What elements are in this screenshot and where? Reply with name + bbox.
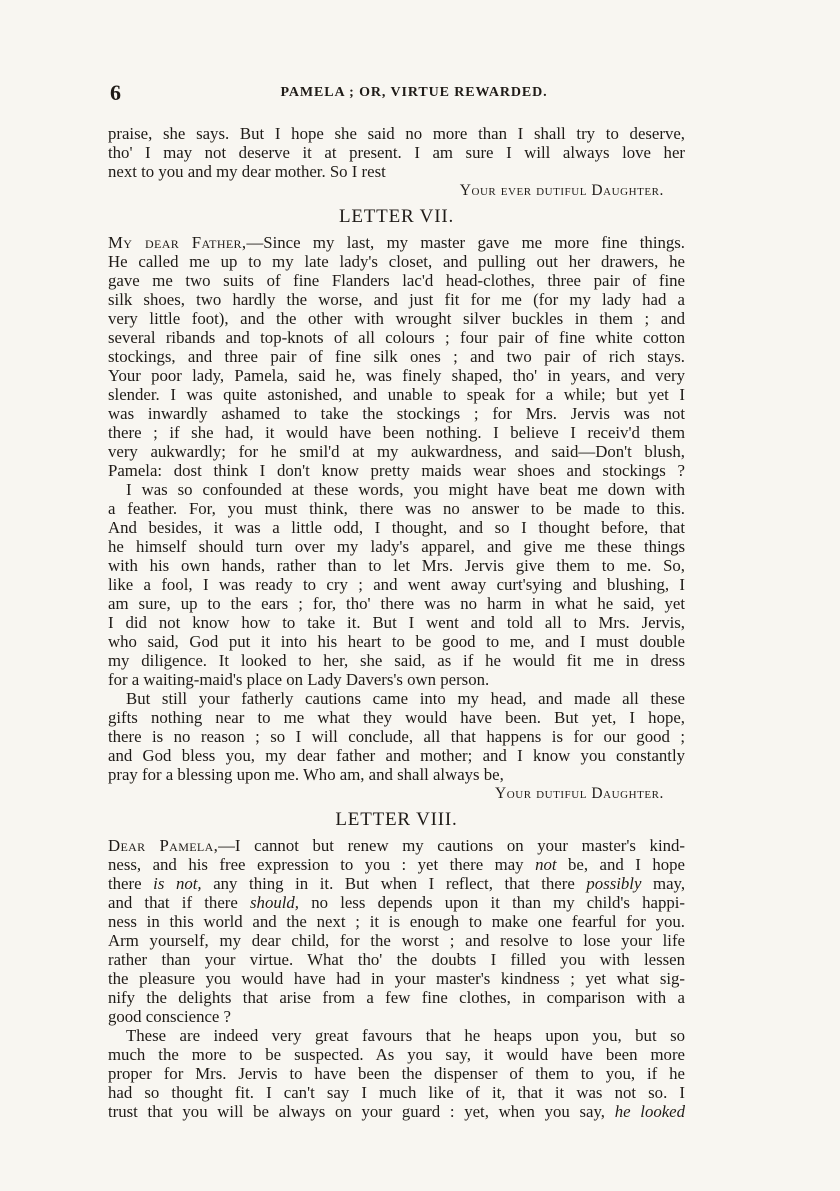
text-line	[108, 836, 685, 855]
text-line: praise, she says. But I hope she said no more than I shall try to deserve,	[108, 124, 685, 143]
italic-text: not	[535, 855, 557, 874]
text-line	[108, 893, 685, 912]
italic-text: he looked	[614, 1102, 685, 1121]
text-line: for a waiting-maid's place on Lady Davers's own person.	[108, 670, 490, 689]
text-line: Pamela: dost think I don't know pretty maids wear shoes and stockings ?	[108, 461, 685, 480]
text-line	[108, 1102, 685, 1121]
text-line: who said, God put it into his heart to be good to me, and I must double	[108, 632, 685, 651]
text-line: next to you and my dear mother. So I rest	[108, 162, 386, 181]
letter-viii	[108, 808, 685, 1121]
text-line: am sure, up to the ears ; for, tho' there was no harm in what he said, yet	[108, 594, 685, 613]
text-line: slender. I was quite astonished, and unable to speak for a while; but yet I	[108, 385, 685, 404]
text-line: tho' I may not deserve it at present. I am sure I will always love her	[108, 143, 685, 162]
text-run: no less depends upon it than my child's happi-	[311, 893, 685, 912]
text-line: a feather. For, you must think, there was no answer to be made to this.	[108, 499, 685, 518]
text-line: gifts nothing near to me what they would have been. But yet, I hope,	[108, 708, 685, 727]
text-line: very little foot), and the other with wrought silver buckles in them ; and	[108, 309, 685, 328]
text-run: any thing in it. But when I reflect, that there	[213, 874, 575, 893]
text-line: And besides, it was a little odd, I thought, and so I thought before, that	[108, 518, 685, 537]
letter-heading: LETTER VIII.	[335, 809, 458, 830]
text-run: and that if there	[108, 893, 238, 912]
text-run: trust that you will be always on your guard : yet, when you say,	[108, 1102, 606, 1121]
text-line: These are indeed very great favours that he heaps upon you, but so	[126, 1026, 685, 1045]
text-run: be, and I hope	[568, 855, 685, 874]
text-run: —Since my last, my master gave me more fine things.	[246, 233, 685, 252]
text-run: may,	[653, 874, 685, 893]
salutation: My dear Father,	[108, 233, 247, 252]
text-line: Arm yourself, my dear child, for the worst ; and resolve to lose your life	[108, 931, 685, 950]
text-line	[108, 233, 685, 252]
text-line	[108, 874, 685, 893]
italic-text: possibly	[586, 874, 642, 893]
text-line: was inwardly ashamed to take the stockings ; for Mrs. Jervis was not	[108, 404, 685, 423]
text-line	[108, 855, 685, 874]
text-line: ness in this world and the next ; it is enough to make one fearful for you.	[108, 912, 685, 931]
page-body	[108, 124, 685, 1121]
page-number: 6	[110, 80, 121, 105]
text-line: there is no reason ; so I will conclude, all that happens is for our good ;	[108, 727, 685, 746]
text-line: good conscience ?	[108, 1007, 232, 1026]
text-line: much the more to be suspected. As you say, it would have been more	[108, 1045, 685, 1064]
salutation: Dear Pamela,	[108, 836, 219, 855]
text-line: He called me up to my late lady's closet, and pulling out her drawers, he	[108, 252, 685, 271]
text-run: there	[108, 874, 142, 893]
signature: Your dutiful Daughter.	[495, 785, 664, 802]
letter-heading: LETTER VII.	[338, 206, 455, 227]
running-head	[110, 79, 683, 107]
text-run: —I cannot but renew my cautions on your master's kind-	[218, 836, 685, 855]
text-line: proper for Mrs. Jervis to have been the dispenser of them to you, if he	[108, 1064, 685, 1083]
text-line: my diligence. It looked to her, she said, as if he would fit me in dress	[108, 651, 685, 670]
text-line: had so thought fit. I can't say I much like of it, that it was not so. I	[108, 1083, 685, 1102]
text-line: several ribands and top-knots of all colours ; four pair of fine white cotton	[108, 328, 685, 347]
text-line: he himself should turn over my lady's apparel, and give me these things	[108, 537, 685, 556]
signature: Your ever dutiful Daughter.	[459, 182, 664, 199]
text-line: like a fool, I was ready to cry ; and went away curt'sying and blushing, I	[108, 575, 685, 594]
text-line: with his own hands, rather than to let Mrs. Jervis give them to me. So,	[108, 556, 685, 575]
running-title: PAMELA ; OR, VIRTUE REWARDED.	[280, 85, 548, 100]
text-line: very aukwardly; for he smil'd at my aukwardness, and said—Don't blush,	[108, 442, 685, 461]
italic-text: should,	[250, 893, 299, 912]
text-line: Your poor lady, Pamela, said he, was finely shaped, tho' in years, and very	[108, 366, 685, 385]
text-line: pray for a blessing upon me. Who am, and shall always be,	[108, 765, 504, 784]
text-line: I did not know how to take it. But I went and told all to Mrs. Jervis,	[108, 613, 685, 632]
text-line: and God bless you, my dear father and mother; and I know you constantly	[108, 746, 685, 765]
text-line: there ; if she had, it would have been nothing. I believe I receiv'd them	[108, 423, 685, 442]
text-run: ness, and his free expression to you : yet there may	[108, 855, 524, 874]
letter-vi-closing	[108, 124, 685, 200]
letter-vii	[108, 205, 685, 803]
text-line: gave me two suits of fine Flanders lac'd head-clothes, three pair of fine	[108, 271, 685, 290]
italic-text: is not,	[153, 874, 202, 893]
text-line: stockings, and three pair of fine silk ones ; and two pair of rich stays.	[108, 347, 685, 366]
text-line: rather than your virtue. What tho' the doubts I filled you with lessen	[108, 950, 685, 969]
text-line: the pleasure you would have had in your master's kindness ; yet what sig-	[108, 969, 685, 988]
text-line: silk shoes, two hardly the worse, and just fit for me (for my lady had a	[108, 290, 685, 309]
text-line: But still your fatherly cautions came into my head, and made all these	[126, 689, 685, 708]
text-line: nify the delights that arise from a few fine clothes, in comparison with a	[108, 988, 685, 1007]
text-line: I was so confounded at these words, you might have beat me down with	[126, 480, 685, 499]
